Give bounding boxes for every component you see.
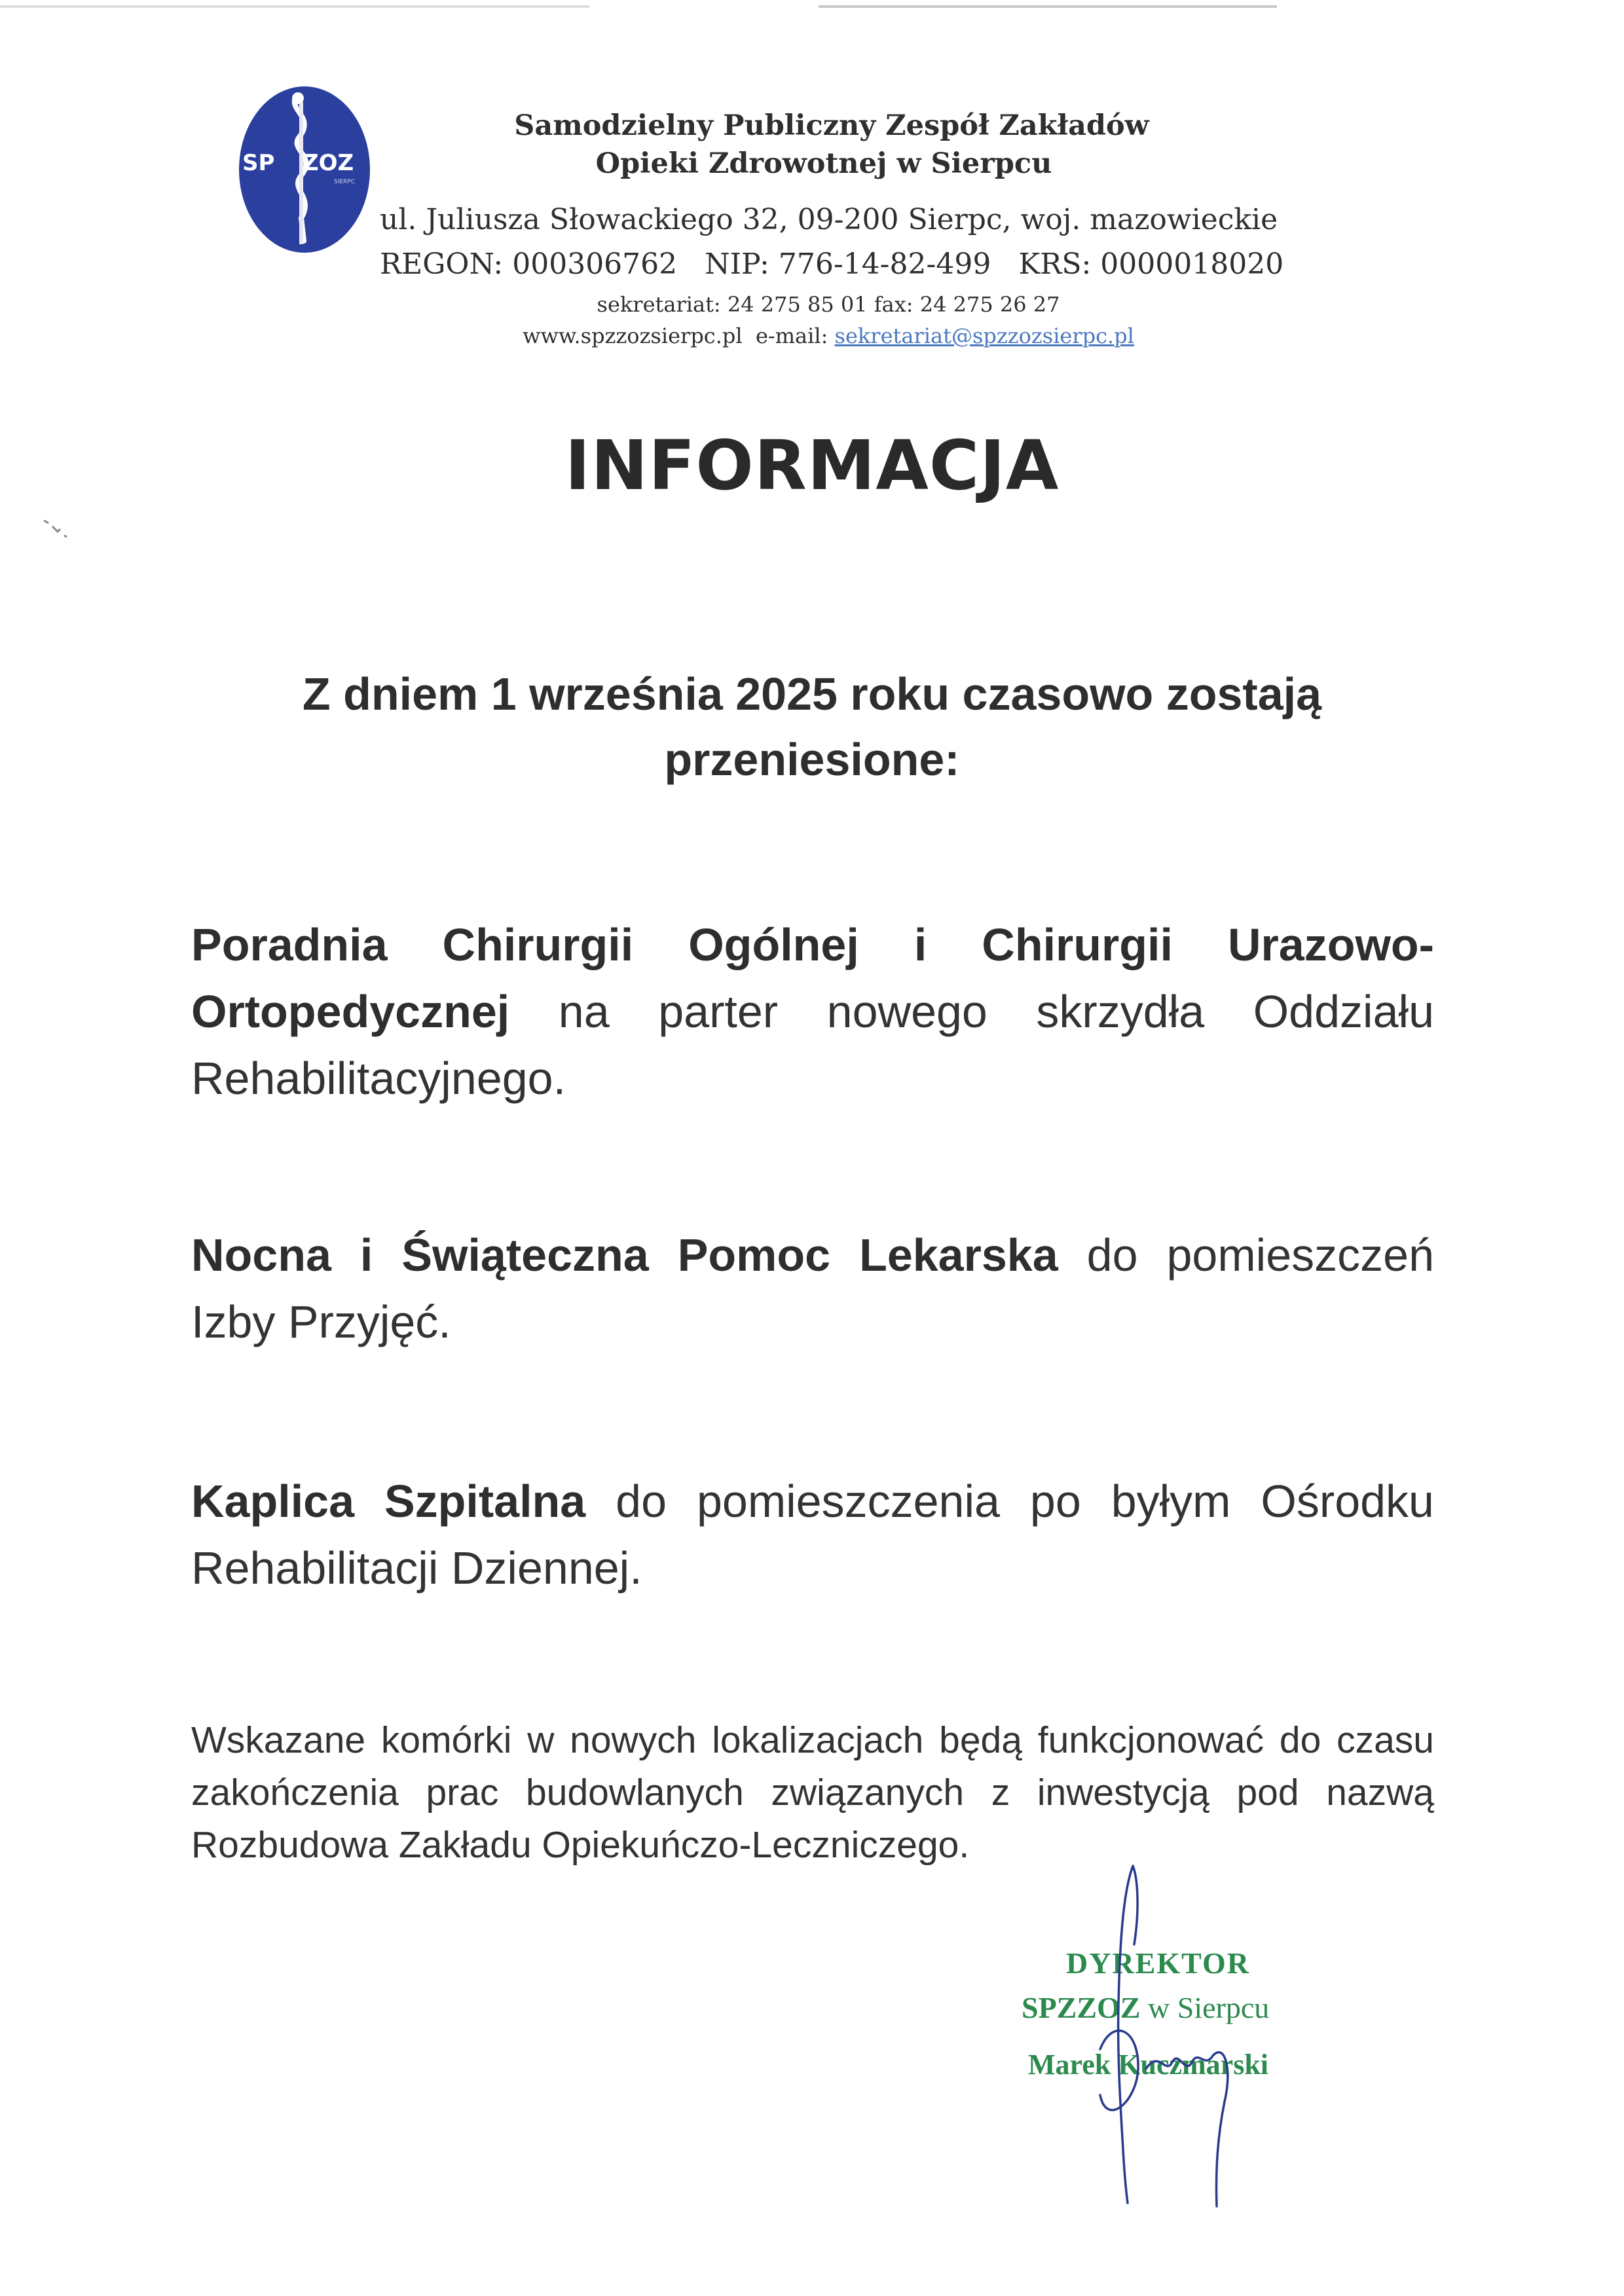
relocation-item-surgery-clinic — [191, 911, 1434, 1112]
org-name-line1: Samodzielny Publiczny Zespół Zakładów — [514, 109, 1149, 142]
relocation-item-chapel — [191, 1468, 1434, 1601]
relocation-item-destination: do pomieszczenia po byłym Ośrodku Rehabilitacji Dziennej. — [191, 1476, 1434, 1594]
relocation-item-unit: Poradnia Chirurgii Ogólnej i Chirurgii Urazowo-Ortopedycznej — [191, 919, 1434, 1037]
scan-speck — [41, 517, 73, 543]
website-label: www.spzzozsierpc.pl e-mail: — [523, 323, 835, 348]
relocation-item-destination: na parter nowego skrzydła Oddziału Rehabilitacyjnego. — [191, 986, 1434, 1104]
intro-line1: Z dniem 1 września 2025 roku czasowo zostają — [302, 668, 1322, 720]
intro-text — [190, 661, 1434, 792]
stamp-institution-name: SPZZOZ — [1022, 1991, 1141, 2024]
document-title: INFORMACJA — [564, 426, 1060, 505]
handwritten-signature — [1061, 1853, 1297, 2219]
logo-text-sp: SP — [242, 150, 275, 176]
address: ul. Juliusza Słowackiego 32, 09-200 Sierpc, woj. mazowieckie — [380, 203, 1278, 236]
stamp-title: DYREKTOR — [1066, 1946, 1250, 1980]
relocation-item-unit: Kaplica Szpitalna — [191, 1476, 586, 1527]
relocation-item-unit: Nocna i Świąteczna Pomoc Lekarska — [191, 1230, 1058, 1281]
registry-numbers: REGON: 000306762 NIP: 776-14-82-499 KRS: 0000018020 — [380, 247, 1284, 281]
relocation-item-destination: do pomieszczeń Izby Przyjęć. — [191, 1230, 1434, 1347]
scan-edge-line — [819, 5, 1277, 8]
spzoz-logo — [236, 84, 373, 255]
stamp-institution-city: w Sierpcu — [1140, 1991, 1270, 2024]
email-link[interactable]: sekretariat@spzzozsierpc.pl — [834, 323, 1134, 348]
phone-numbers: sekretariat: 24 275 85 01 fax: 24 275 26 27 — [597, 292, 1060, 317]
closing-paragraph: Wskazane komórki w nowych lokalizacjach będą funkcjonować do czasu zakończenia prac budowlanych związanych z inwestycją pod nazwą Rozbudowa Zakładu Opiekuńczo-Leczniczego. — [191, 1719, 1434, 1866]
scan-edge-line — [0, 5, 589, 8]
stamp-person-name: Marek Kuczmarski — [1028, 2049, 1269, 2081]
logo-text-zoz: ZOZ — [303, 150, 354, 176]
logo-text-sierpc: SIERPC — [334, 179, 356, 185]
relocation-item-night-care — [191, 1222, 1434, 1355]
intro-line2: przeniesione: — [664, 734, 960, 785]
contact-line — [393, 323, 1264, 348]
org-name-line2: Opieki Zdrowotnej w Sierpcu — [595, 147, 1052, 180]
